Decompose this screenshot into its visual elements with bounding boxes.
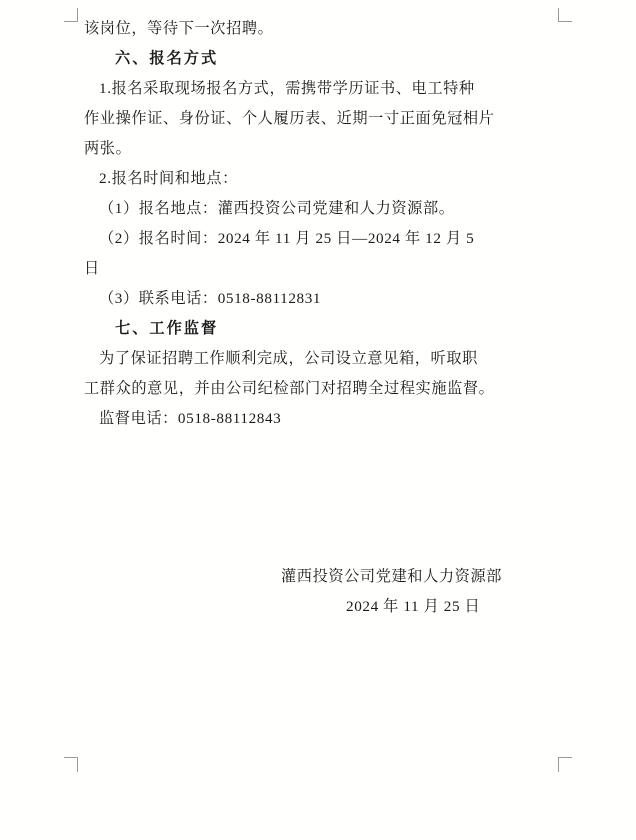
signature-block xyxy=(84,562,552,622)
crop-mark-top-left-vertical xyxy=(77,8,78,22)
document-body xyxy=(84,14,552,434)
crop-mark-top-right-horizontal xyxy=(558,21,572,22)
document-line: 工群众的意见，并由公司纪检部门对招聘全过程实施监督。 xyxy=(84,380,495,397)
crop-mark-bottom-left-vertical xyxy=(77,758,78,772)
document-line: 2.报名时间和地点： xyxy=(99,170,238,187)
document-line: 该岗位，等待下一次招聘。 xyxy=(84,20,274,37)
document-line: （2）报名时间：2024 年 11 月 25 日—2024 年 12 月 5 xyxy=(99,230,475,247)
crop-mark-bottom-left-horizontal xyxy=(64,757,78,758)
document-line: 为了保证招聘工作顺利完成，公司设立意见箱，听取职 xyxy=(99,350,478,367)
crop-mark-top-left-horizontal xyxy=(64,21,78,22)
crop-mark-bottom-right-horizontal xyxy=(558,757,572,758)
document-line: 日 xyxy=(84,260,100,277)
document-line: 作业操作证、身份证、个人履历表、近期一寸正面免冠相片 xyxy=(84,110,495,127)
document-line: 监督电话：0518-88112843 xyxy=(99,410,282,427)
section-heading-six: 六、报名方式 xyxy=(115,50,219,67)
crop-mark-bottom-right-vertical xyxy=(558,758,559,772)
signature-organization: 灌西投资公司党建和人力资源部 xyxy=(281,568,503,585)
document-line: 1.报名采取现场报名方式，需携带学历证书、电工特种 xyxy=(99,80,475,97)
document-line: （1）报名地点：灌西投资公司党建和人力资源部。 xyxy=(99,200,455,217)
document-line: （3）联系电话：0518-88112831 xyxy=(99,290,322,307)
crop-mark-top-right-vertical xyxy=(558,8,559,22)
signature-date: 2024 年 11 月 25 日 xyxy=(346,598,481,615)
document-line: 两张。 xyxy=(84,140,132,157)
section-heading-seven: 七、工作监督 xyxy=(115,320,219,337)
